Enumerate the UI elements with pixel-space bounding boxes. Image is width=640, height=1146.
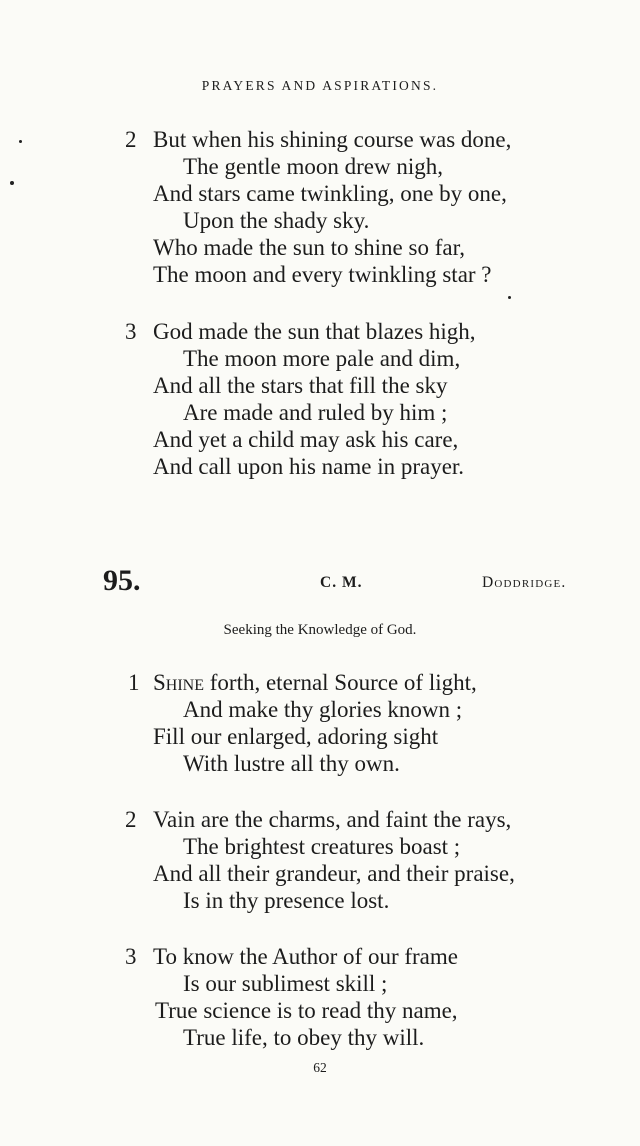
verse-line: The gentle moon drew nigh,: [183, 154, 443, 179]
verse-line: Fill our enlarged, adoring sight: [153, 724, 439, 749]
ink-speck: [19, 140, 22, 143]
verse-line: True life, to obey thy will.: [183, 1025, 425, 1050]
verse-line: Vain are the charms, and faint the rays,: [153, 807, 512, 832]
verse-line: Are made and ruled by him ;: [183, 400, 448, 425]
verse-line: The brightest creatures boast ;: [183, 834, 461, 859]
hymn-meter: C. M.: [320, 574, 363, 591]
verse-line: And all the stars that fill the sky: [153, 373, 448, 398]
stanza-number: 3: [125, 319, 137, 344]
ink-speck: [508, 296, 511, 299]
verse-line-rest: forth, eternal Source of light,: [204, 670, 477, 695]
verse-line: Upon the shady sky.: [183, 208, 370, 233]
verse-line: And make thy glories known ;: [183, 697, 463, 722]
verse-line: Is in thy presence lost.: [183, 888, 390, 913]
verse-line: And yet a child may ask his care,: [153, 427, 459, 452]
verse-line: To know the Author of our frame: [153, 944, 458, 969]
verse-line: God made the sun that blazes high,: [153, 319, 476, 344]
verse-line: And all their grandeur, and their praise,: [153, 861, 515, 886]
verse-line: Who made the sun to shine so far,: [153, 235, 466, 260]
verse-line: [153, 671, 477, 694]
stanza-number: 1: [128, 670, 140, 695]
page-number: 62: [313, 1060, 327, 1075]
stanza-number: 2: [125, 127, 137, 152]
running-head: PRAYERS AND ASPIRATIONS.: [201, 78, 439, 93]
hymn-author: Doddridge.: [482, 574, 567, 591]
hymn-number: 95.: [103, 564, 141, 597]
verse-line: But when his shining course was done,: [153, 127, 512, 152]
ink-speck: [10, 181, 14, 185]
verse-line: Is our sublimest skill ;: [183, 971, 388, 996]
verse-line: With lustre all thy own.: [183, 751, 400, 776]
verse-line: And call upon his name in prayer.: [153, 454, 465, 479]
verse-line: True science is to read thy name,: [155, 998, 458, 1023]
hymn-subtitle: Seeking the Knowledge of God.: [223, 622, 417, 638]
verse-line: The moon more pale and dim,: [183, 346, 461, 371]
first-word: Shine: [153, 670, 205, 695]
verse-line: And stars came twinkling, one by one,: [153, 181, 507, 206]
hymn-header: [0, 566, 640, 596]
verse-line: The moon and every twinkling star ?: [153, 262, 492, 287]
stanza-number: 3: [125, 944, 137, 969]
stanza-number: 2: [125, 807, 137, 832]
